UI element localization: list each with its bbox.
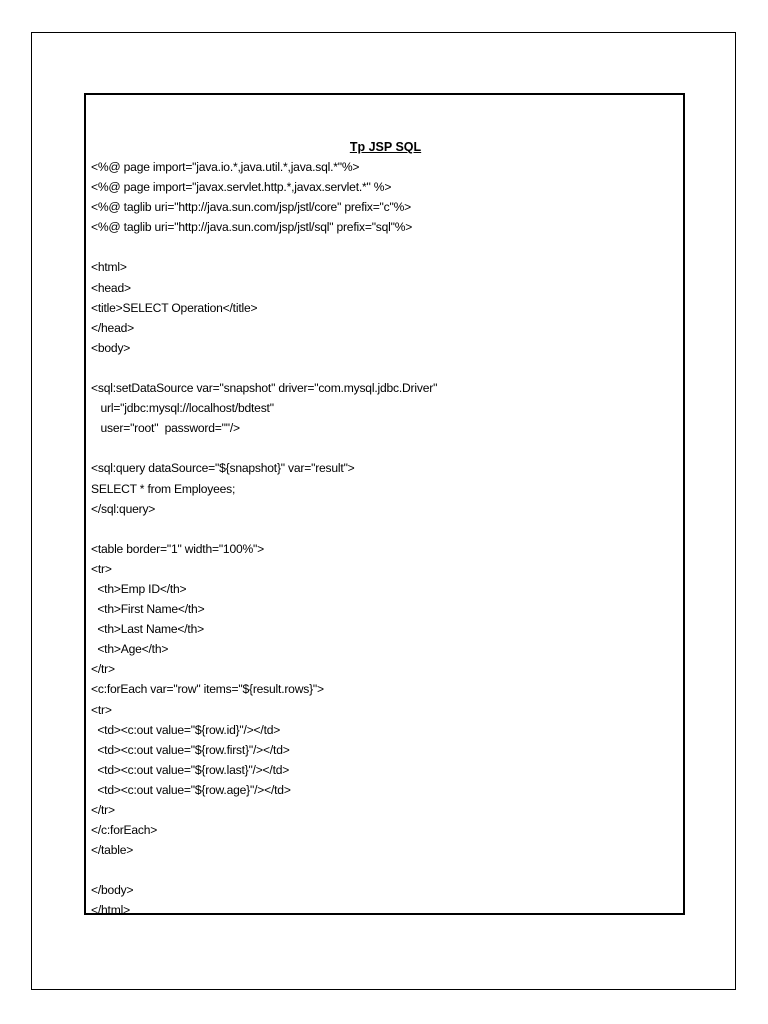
code-line: </tr> xyxy=(91,662,115,677)
code-line: </head> xyxy=(91,320,134,335)
code-line: <sql:query dataSource="${snapshot}" var="result"> xyxy=(91,461,355,476)
code-line xyxy=(91,438,437,458)
document-content-box xyxy=(84,93,685,918)
code-line: user="root" password=""/> xyxy=(91,421,240,436)
code-line: <table border="1" width="100%"> xyxy=(91,541,265,556)
code-line xyxy=(91,860,437,880)
code-line: <%@ page import="java.io.*,java.util.*,java.sql.*"%> xyxy=(91,160,360,174)
code-line: <td><c:out value="${row.last}"/></td> xyxy=(91,762,290,777)
code-line: </c:forEach> xyxy=(91,823,158,838)
code-line: <%@ taglib uri="http://java.sun.com/jsp/jstl/core" prefix="c"%> xyxy=(91,200,412,215)
code-line: <html> xyxy=(91,260,127,275)
code-line xyxy=(91,358,437,378)
code-line: SELECT * from Employees; xyxy=(91,481,236,496)
code-line: <tr> xyxy=(91,561,112,576)
code-line: <body> xyxy=(91,340,131,355)
code-line: </sql:query> xyxy=(91,501,156,516)
code-listing xyxy=(91,157,437,921)
code-line: <c:forEach var="row" items="${result.rows}"> xyxy=(91,682,324,697)
code-line: <tr> xyxy=(91,702,112,717)
code-line: url="jdbc:mysql://localhost/bdtest" xyxy=(91,401,274,416)
document-title: Tp JSP SQL xyxy=(349,140,422,154)
code-line: <td><c:out value="${row.first}"/></td> xyxy=(91,742,290,757)
code-line: </table> xyxy=(91,843,134,858)
code-line: </body> xyxy=(91,883,134,898)
code-line: <th>Age</th> xyxy=(91,642,169,657)
code-line xyxy=(91,519,437,539)
code-line: <sql:setDataSource var="snapshot" driver="com.mysql.jdbc.Driver" xyxy=(91,381,438,396)
code-line: <td><c:out value="${row.age}"/></td> xyxy=(91,782,291,797)
code-line: </html> xyxy=(91,903,130,918)
code-line: <head> xyxy=(91,280,131,295)
code-line: <th>First Name</th> xyxy=(91,602,205,617)
code-line: <td><c:out value="${row.id}"/></td> xyxy=(91,722,281,737)
code-line: <title>SELECT Operation</title> xyxy=(91,300,258,315)
code-line: <%@ page import="javax.servlet.http.*,javax.servlet.*" %> xyxy=(91,180,392,195)
code-line: </tr> xyxy=(91,803,115,817)
code-line xyxy=(91,237,437,257)
code-line: <th>Emp ID</th> xyxy=(91,581,187,596)
code-line: <th>Last Name</th> xyxy=(91,622,204,637)
code-line: <%@ taglib uri="http://java.sun.com/jsp/jstl/sql" prefix="sql"%> xyxy=(91,220,413,235)
